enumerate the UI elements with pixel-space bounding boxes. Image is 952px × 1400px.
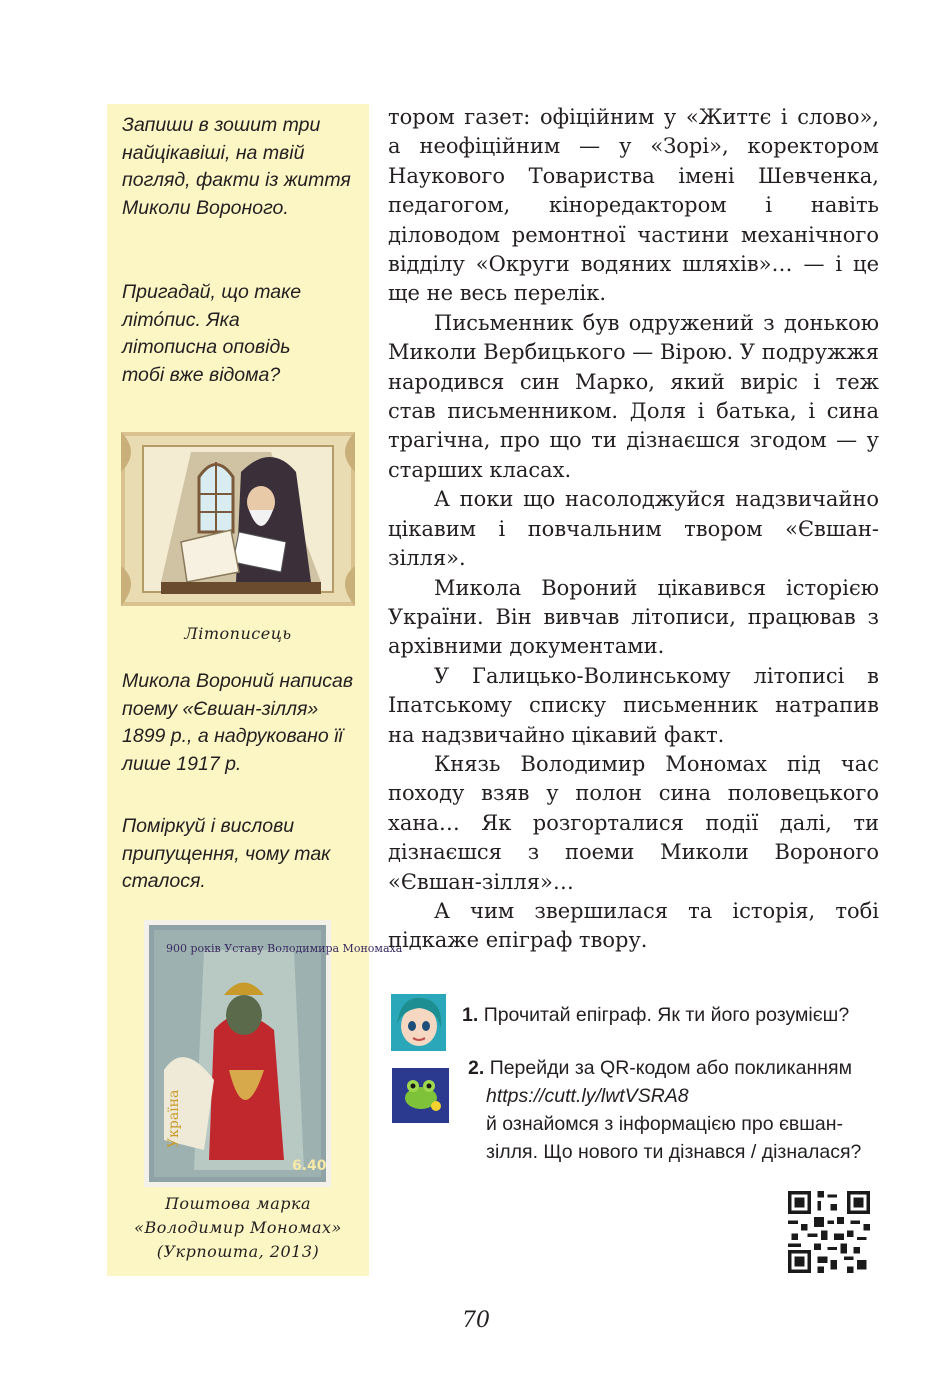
girl-mascot-icon	[391, 994, 446, 1051]
main-text	[388, 103, 879, 956]
stamp-top-text: 900 років Уставу Володимира Мономаха	[166, 942, 403, 955]
stamp-side-text: Україна	[166, 1089, 182, 1148]
task-1-number: 1.	[462, 1004, 479, 1026]
task-1-text: Прочитай епіграф. Як ти його розумієш?	[483, 1004, 850, 1026]
paragraph-history: Микола Вороний цікавився історією України. Він вивчав літописи, працював з архівними документами.	[388, 575, 879, 659]
page-number: 70	[462, 1308, 490, 1333]
paragraph-enjoy: А поки що насолоджуйся надзвичайно цікавим і повчальним твором «Євшан-зілля».	[388, 487, 879, 571]
stamp-value: 6.40	[292, 1158, 327, 1174]
task-2	[468, 1054, 878, 1166]
task-2-link[interactable]: https://cutt.ly/lwtVSRA8	[486, 1085, 689, 1107]
paragraph-monomakh: Князь Володимир Мономах під час походу взяв у полон сина половецького хана… Як розгорталися події далі, ти дізнаєшся з поеми Миколи Вороного «Євшан-зілля»…	[388, 751, 879, 894]
task-2-text-start: Перейди за QR-кодом або покликанням	[489, 1057, 852, 1079]
paragraph-family: Письменник був одружений з донькою Миколи Вербицького — Вірою. У подружжя народився син Марко, який виріс і теж став письменником. Доля і батька, і сина трагічна, про що ти дізнаєшся згодом — у старших класах.	[388, 310, 879, 482]
sidebar-note-poem-dates: Микола Вороний написав поему «Євшан-зілля» 1899 р., а надруковано її лише 1917 р.	[122, 670, 354, 775]
chronicler-caption: Літописець	[184, 624, 292, 643]
task-1	[462, 1001, 849, 1029]
paragraph-career: тором газет: офіційним у «Життє і слово», а неофіційним — у «Зорі», коректором Наукового Товариства імені Шевченка, педагогом, кінoредактором і навіть діловодом ремонтної частини механічного відділу «Округи водяних шляхів»… — і це ще не весь перелік.	[388, 105, 879, 306]
task-2-text-end: й ознайомся з інформацією про євшан-зілля. Що нового ти дізнався / дізналася?	[486, 1113, 862, 1163]
chronicler-illustration	[121, 432, 355, 606]
paragraph-chronicle: У Галицько-Волинському літописі в Іпатському списку письменник натрапив на надзвичайно цікавий факт.	[388, 663, 879, 747]
frog-mascot-icon	[392, 1068, 449, 1123]
sidebar-note-chronicle: Пригадай, що таке літо́пис. Яка літописна оповідь тобі вже відома?	[122, 281, 302, 386]
qr-code-image[interactable]	[788, 1191, 870, 1273]
task-2-number: 2.	[468, 1057, 485, 1079]
sidebar-note-facts: Запиши в зошит три найцікавіші, на твій погляд, факти із життя Миколи Вороного.	[122, 114, 351, 219]
postage-stamp-image	[144, 920, 403, 1187]
stamp-caption: Поштова марка «Володимир Мономах» (Укрпошта, 2013)	[134, 1194, 342, 1261]
sidebar-note-reflect: Поміркуй і вислови припущення, чому так сталося.	[122, 815, 331, 893]
paragraph-epigraph: А чим звершилася та історія, тобі підкаже епіграф твору.	[388, 898, 879, 953]
